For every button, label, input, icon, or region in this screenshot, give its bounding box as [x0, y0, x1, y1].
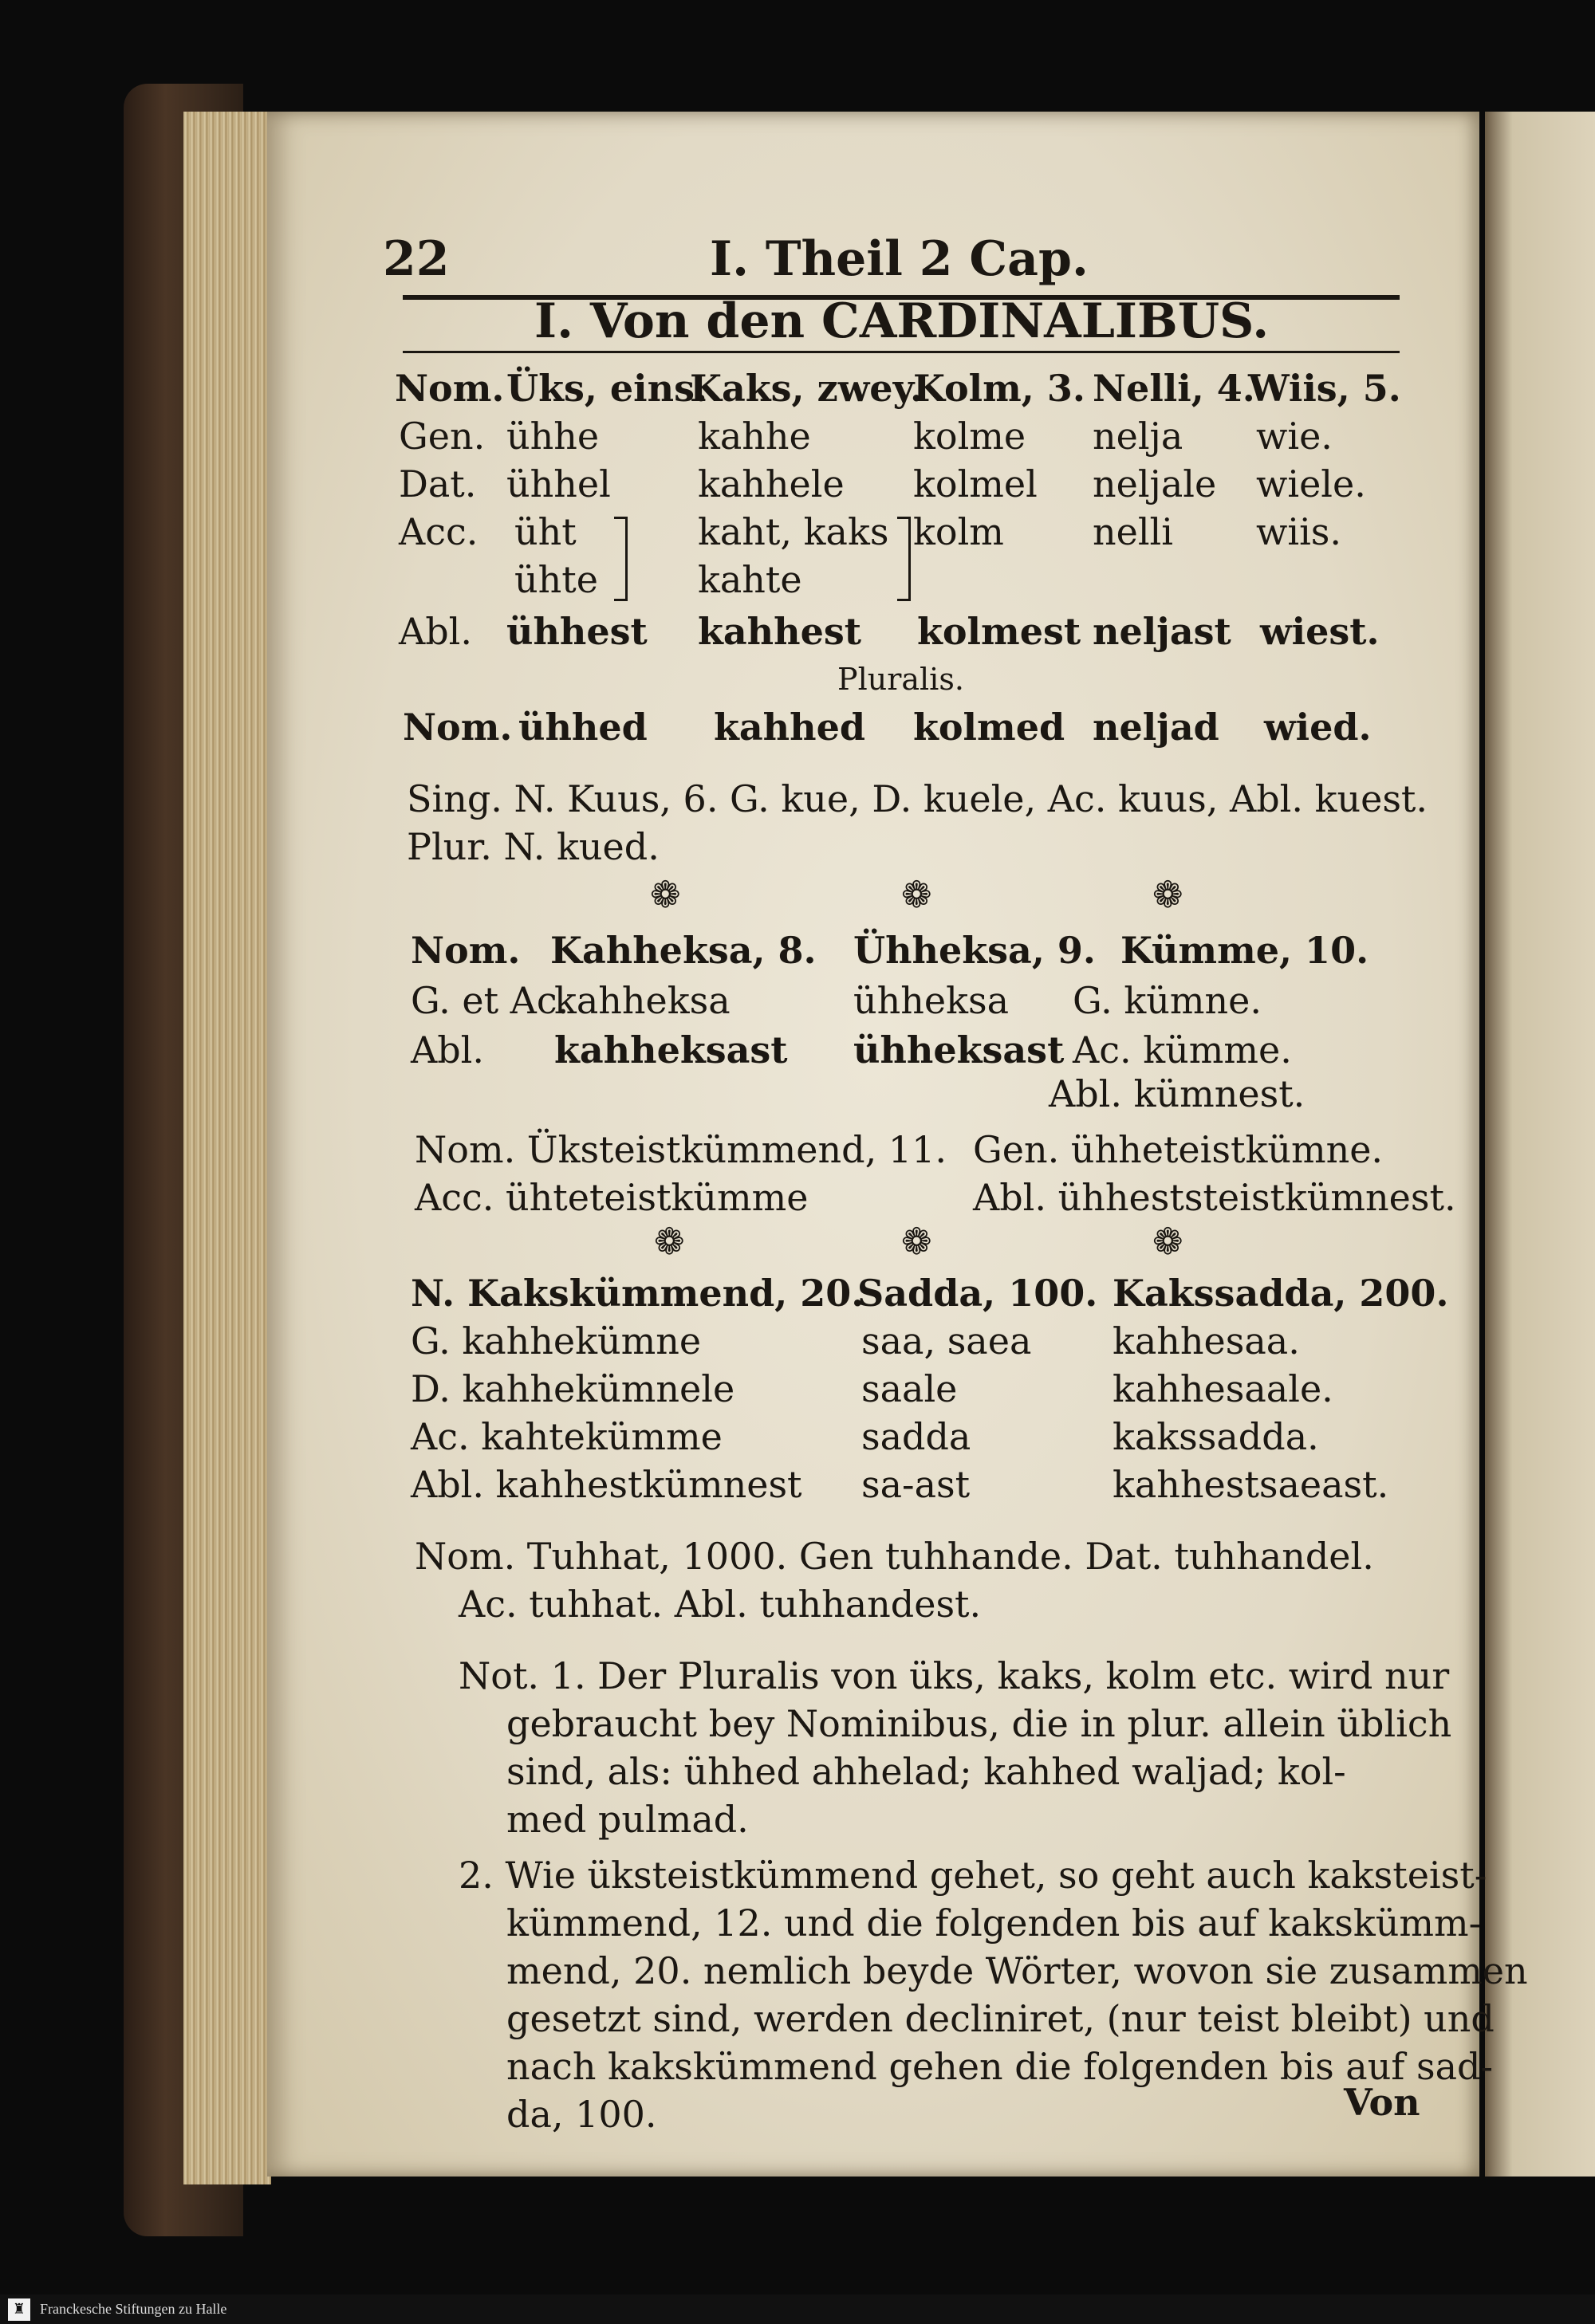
note-line: da, 100. [506, 2093, 657, 2136]
table-cell: Kakssadda, 200. [1113, 1272, 1449, 1315]
pluralis-label: Pluralis. [837, 662, 964, 697]
table-cell: neljast [1093, 610, 1231, 653]
table-cell: sa-ast [861, 1463, 971, 1506]
table-cell: D. kahhekümnele [411, 1367, 735, 1410]
case-label: G. et Ac. [411, 979, 569, 1022]
case-label: Dat. [399, 462, 477, 505]
table-cell: Wiis, 5. [1248, 367, 1401, 410]
bracket [897, 517, 911, 601]
table-cell: ühhest [506, 610, 648, 653]
table-cell: Ac. kümme. [1073, 1028, 1292, 1072]
table-cell: Üks, eins. [506, 367, 708, 410]
page-edges [183, 112, 271, 2184]
table-cell: kahte [698, 558, 802, 601]
facing-page-edge [1485, 112, 1595, 2177]
table-cell: Kümme, 10. [1120, 929, 1369, 972]
six-singular-line: Sing. N. Kuus, 6. G. kue, D. kuele, Ac. kuus, Abl. kuest. [407, 777, 1428, 820]
eleven-accusative: Acc. ühteteistkümme [415, 1176, 809, 1219]
table-cell: ühheksast [853, 1028, 1065, 1072]
thousand-line: Nom. Tuhhat, 1000. Gen tuhhande. Dat. tuhhandel. [415, 1535, 1374, 1578]
flower-ornament-icon: ❁ [654, 1220, 685, 1263]
note-line: nach kakskümmend gehen die folgenden bis auf sad- [506, 2045, 1494, 2088]
table-cell: kaht, kaks [698, 510, 889, 553]
page-number: 22 [383, 231, 450, 287]
note-line: med pulmad. [506, 1798, 749, 1841]
note-line: Not. 1. Der Pluralis von üks, kaks, kolm etc. wird nur [459, 1654, 1450, 1697]
eleven-ablative: Abl. ühheststeistkümnest. [973, 1176, 1456, 1219]
table-cell: kahhest [698, 610, 861, 653]
table-cell: kahhestsaeast. [1113, 1463, 1389, 1506]
case-label: Abl. [399, 610, 472, 653]
footer-credit: Franckesche Stiftungen zu Halle [40, 2301, 227, 2317]
footer-bar [0, 2295, 1595, 2324]
table-cell: kolm [913, 510, 1004, 553]
section-title: I. Von den CARDINALIBUS. [534, 293, 1270, 349]
table-cell: wie. [1256, 415, 1333, 458]
eleven-nominative: Nom. Üksteistkümmend, 11. [415, 1128, 947, 1171]
table-cell: Ac. kahtekümme [411, 1415, 723, 1458]
table-cell: kahheksa [554, 979, 731, 1022]
table-cell: neljale [1093, 462, 1217, 505]
running-title: I. Theil 2 Cap. [710, 231, 1089, 287]
table-cell: üht [514, 510, 577, 553]
table-cell: kahhesaale. [1113, 1367, 1333, 1410]
case-label: Gen. [399, 415, 486, 458]
table-cell: kahhele [698, 462, 845, 505]
title-rule [403, 351, 1400, 353]
table-cell: N. Kakskümmend, 20. [411, 1272, 864, 1315]
table-cell: Abl. kahhestkümnest [411, 1463, 802, 1506]
table-cell: sadda [861, 1415, 971, 1458]
case-label: Nom. [395, 367, 505, 410]
case-label: Abl. [411, 1028, 484, 1072]
note-line: kümmend, 12. und die folgenden bis auf kakskümm- [506, 1901, 1482, 1945]
flower-ornament-icon: ❁ [901, 873, 932, 916]
table-cell: wied. [1264, 706, 1372, 749]
table-cell: G. kümne. [1073, 979, 1262, 1022]
case-label: Nom. [411, 929, 521, 972]
table-cell: wiis. [1256, 510, 1342, 553]
flower-ornament-icon: ❁ [650, 873, 681, 916]
table-cell: Nelli, 4. [1093, 367, 1255, 410]
table-cell: kahhesaa. [1113, 1319, 1300, 1363]
table-cell: kolme [913, 415, 1026, 458]
table-cell: neljad [1093, 706, 1219, 749]
note-line: mend, 20. nemlich beyde Wörter, wovon sie zusammen [506, 1949, 1528, 1992]
table-cell: wiele. [1256, 462, 1366, 505]
thousand-line: Ac. tuhhat. Abl. tuhhandest. [459, 1583, 982, 1626]
table-cell: ühhed [518, 706, 648, 749]
table-cell: Abl. kümnest. [1049, 1072, 1306, 1115]
note-line: gesetzt sind, werden decliniret, (nur teist bleibt) und [506, 1997, 1495, 2040]
flower-ornament-icon: ❁ [1152, 1220, 1183, 1263]
book-page [267, 112, 1528, 2177]
table-cell: saale [861, 1367, 958, 1410]
table-cell: kahhed [714, 706, 865, 749]
table-cell: nelja [1093, 415, 1183, 458]
case-label: Nom. [403, 706, 513, 749]
table-cell: Sadda, 100. [857, 1272, 1098, 1315]
note-line: sind, als: ühhed ahhelad; kahhed waljad; kol- [506, 1750, 1346, 1793]
note-line: gebraucht bey Nominibus, die in plur. allein üblich [506, 1702, 1452, 1745]
table-cell: kolmest [917, 610, 1081, 653]
case-label: Acc. [399, 510, 478, 553]
table-cell: nelli [1093, 510, 1173, 553]
table-cell: Kolm, 3. [913, 367, 1085, 410]
table-cell: ühhel [506, 462, 611, 505]
institution-logo-icon: ♜ [8, 2298, 30, 2321]
table-cell: kolmed [913, 706, 1065, 749]
flower-ornament-icon: ❁ [1152, 873, 1183, 916]
flower-ornament-icon: ❁ [901, 1220, 932, 1263]
table-cell: ühhe [506, 415, 600, 458]
table-cell: saa, saea [861, 1319, 1032, 1363]
table-cell: ühheksa [853, 979, 1010, 1022]
eleven-genitive: Gen. ühheteistkümne. [973, 1128, 1384, 1171]
table-cell: kahhe [698, 415, 811, 458]
table-cell: kakssadda. [1113, 1415, 1319, 1458]
table-cell: ühte [514, 558, 598, 601]
table-cell: wiest. [1260, 610, 1380, 653]
table-cell: Ühheksa, 9. [853, 929, 1096, 972]
table-cell: kolmel [913, 462, 1038, 505]
table-cell: G. kahhekümne [411, 1319, 702, 1363]
table-cell: kahheksast [554, 1028, 788, 1072]
note-line: 2. Wie üksteistkümmend gehet, so geht auch kaksteist- [459, 1854, 1487, 1897]
table-cell: Kaks, zwey. [690, 367, 924, 410]
six-plural-line: Plur. N. kued. [407, 825, 660, 868]
table-cell: Kahheksa, 8. [550, 929, 817, 972]
catchword: Von [1344, 2081, 1420, 2124]
bracket [614, 517, 628, 601]
